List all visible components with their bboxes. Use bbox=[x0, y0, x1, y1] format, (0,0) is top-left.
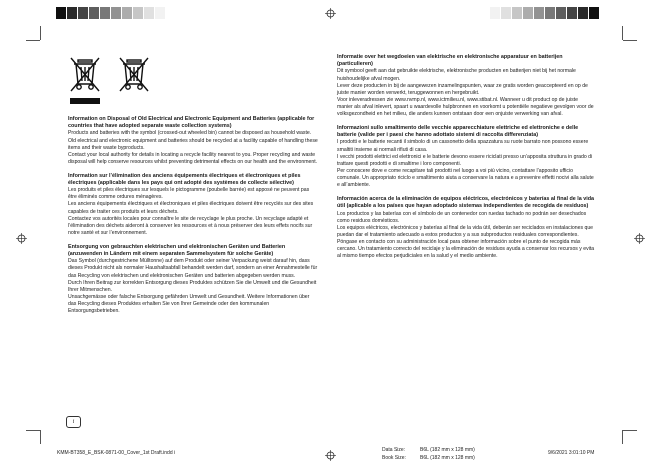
section-paragraph: Unsachgemässe oder falsche Entsorgung gefährden Umwelt und Gesundheit. Weitere Informationen über das Recycling dieses Produktes erhalten Sie von Ihrer Gemeinde oder den kommunalen Entsorgungsbetrieben. bbox=[68, 293, 310, 314]
disposal-section-french bbox=[68, 173, 318, 237]
color-swatch bbox=[567, 7, 577, 19]
color-registration-bar-right bbox=[490, 7, 600, 19]
section-paragraph: Les anciens équipements électriques et électroniques et piles électriques doivent être recyclés sur des sites capables de traiter ces produits et leurs déchets. bbox=[68, 201, 314, 215]
data-size-label: Data Size: bbox=[382, 447, 406, 453]
section-paragraph: Lever deze producten in bij de aangewezen inzamelingspunten, waar ze gratis worden geaccepteerd en op de juiste manier worden verwerkt, teruggewonnen en hergebruikt. bbox=[337, 82, 588, 96]
crop-mark bbox=[26, 40, 40, 41]
section-paragraph: Les produits et piles électriques sur lesquels le pictogramme (poubelle barrée) est apposé ne peuvent pas être éliminés comme ordures ménagères. bbox=[68, 187, 310, 201]
color-swatch bbox=[501, 7, 511, 19]
color-swatch bbox=[144, 7, 154, 19]
book-size-label: Book Size: bbox=[382, 455, 406, 461]
registration-target-icon bbox=[325, 450, 336, 461]
right-text-column bbox=[337, 54, 595, 267]
section-paragraph: Old electrical and electronic equipment and batteries should be recycled at a facility capable of handling these items and their waste byproducts. bbox=[68, 137, 318, 151]
color-swatch bbox=[155, 7, 165, 19]
section-heading: Information sur l’élimination des anciens équipements électriques et électroniques et piles électriques (applicable dans les pays qui ont adopté des systèmes de collecte sélective) bbox=[68, 172, 301, 187]
color-swatch bbox=[578, 7, 588, 19]
crop-mark bbox=[623, 430, 637, 431]
section-paragraph: Contactez vos autorités locales pour connaître le site de recyclage le plus proche. Un recyclage adapté et l’élimination des déchets aideront à conserver les ressources et à nous préserver des leurs effets nocifs sur notre santé et sur l’environnement. bbox=[68, 215, 313, 236]
disposal-section-german bbox=[68, 244, 318, 315]
color-swatch bbox=[100, 7, 110, 19]
section-heading: Informazioni sullo smaltimento delle vecchie apparecchiature elettriche ed elettroniche e delle batterie (valide per i paesi che hanno adottato sistemi di raccolta differenziata) bbox=[337, 125, 579, 139]
crop-mark bbox=[622, 430, 623, 444]
crossed-out-wheeled-bin-with-bar-icon bbox=[68, 54, 102, 106]
section-paragraph: Los equipos eléctricos, electrónicos y baterías al final de la vida útil, deberán ser reciclados en instalaciones que puedan dar el tratamiento adecuado a estos productos y a sus subproductos residuales correspondientes. bbox=[337, 224, 594, 238]
section-paragraph: Póngase en contacto con su administración local para obtener información sobre el punto de recogida más cercano. Un tratamiento correcto del reciclaje y la eliminación de residuos ayuda a conservar los recursos y evita al mismo tiempo efectos perjudiciales en la salud y el medio ambiente. bbox=[337, 238, 595, 260]
section-paragraph: Voor inleveradressen zie www.nvmp.nl, www.ictmilieu.nl, www.stibat.nl. Wanneer u dit product op de juiste manier als afval inlevert, spaart u waardevolle hulpbronnen en voorkomt u potentiële negatieve gevolgen voor de volksgezondheid en het milieu, die anders kunnen ontstaan door een onjuiste verwerking van afval. bbox=[337, 96, 594, 117]
crop-mark bbox=[40, 430, 41, 444]
disposal-section-dutch bbox=[337, 54, 595, 118]
section-paragraph: Los productos y las baterías con el símbolo de un contenedor con ruedas tachado no podrán ser desechados como residuos domésticos. bbox=[337, 210, 587, 224]
color-swatch bbox=[556, 7, 566, 19]
section-heading: Informatie over het wegdoeien van elektrische en elektronische apparatuur en batterijen (particulieren) bbox=[337, 54, 563, 68]
data-size-value: B6L (182 mm x 128 mm) bbox=[420, 447, 475, 453]
color-swatch bbox=[589, 7, 599, 19]
color-swatch bbox=[534, 7, 544, 19]
color-swatch bbox=[56, 7, 66, 19]
disposal-section-english bbox=[68, 116, 318, 166]
color-swatch bbox=[122, 7, 132, 19]
page-number: i bbox=[66, 416, 81, 428]
print-datetime: 9/6/2021 3:01:10 PM bbox=[548, 450, 595, 456]
color-swatch bbox=[545, 7, 555, 19]
section-paragraph: I prodotti e le batterie recanti il simbolo di un cassonetto della spazzatura su ruote barrato non possono essere smaltiti insieme ai normali rifiuti di casa. bbox=[337, 139, 589, 153]
crop-mark bbox=[40, 26, 41, 40]
color-swatch bbox=[490, 7, 500, 19]
section-heading: Information on Disposal of Old Electrical and Electronic Equipment and Batteries (applicable for countries that have adopted separate waste collection systems) bbox=[68, 116, 315, 130]
crop-mark bbox=[26, 430, 40, 431]
disposal-section-spanish bbox=[337, 196, 595, 260]
section-paragraph: Das Symbol (durchgestrichene Mülltonne) auf dem Produkt oder seiner Verpackung weist darauf hin, dass dieses Produkt nicht als normaler Haushaltsabfall behandelt werden darf, sondern an einer Annahmestelle für das Recycling von elektrischen und elektronischen Geräten und batterien abgegeben werden muss. bbox=[68, 258, 318, 279]
section-paragraph: Contact your local authority for details in locating a recycle facility nearest to you. Proper recycling and waste disposal will help conserve resources whilst preventing detrimental effects on our health and the environment. bbox=[68, 151, 318, 165]
crop-mark bbox=[623, 40, 637, 41]
section-paragraph: Durch Ihren Beitrag zur korrekten Entsorgung dieses Produktes schützen Sie die Umwelt und die Gesundheit Ihrer Mitmenschen. bbox=[68, 279, 317, 293]
section-paragraph: Per conoscere dove e come recapitare tali prodotti nel luogo a voi più vicino, contattare l’apposito ufficio comunale. Un appropriato riciclo e smaltimento aiuta a conservare la natura e a prevenire effetti nocivi alla salute e all’ambiente. bbox=[337, 167, 594, 189]
color-registration-bar-left bbox=[56, 7, 166, 19]
left-text-column bbox=[68, 116, 318, 322]
section-heading: Entsorgung von gebrauchten elektrischen und elektronischen Geräten und Batterien (anzuwenden in Ländern mit einem separaten Sammelsystem für solche Geräte) bbox=[68, 243, 286, 258]
section-heading: Información acerca de la eliminación de equipos eléctricos, electrónicos y baterías al final de la vida útil (aplicable a los países que hayan adoptado sistemas independientes de recogida de residuos) bbox=[337, 196, 595, 210]
file-slug: KMM-BT358_E_BSK-0871-00_Cover_1st Draft.indd i bbox=[57, 450, 176, 456]
color-swatch bbox=[78, 7, 88, 19]
registration-target-icon bbox=[16, 233, 27, 244]
color-swatch bbox=[89, 7, 99, 19]
color-swatch bbox=[512, 7, 522, 19]
color-swatch bbox=[523, 7, 533, 19]
color-swatch bbox=[111, 7, 121, 19]
crossed-out-wheeled-bin-icon bbox=[117, 54, 151, 96]
section-paragraph: I vecchi prodotti elettrici ed elettronici e le batterie devono essere riciclati presso un’apposita struttura in grado di trattare questi prodotti e di smaltirne i loro componenti. bbox=[337, 153, 593, 167]
section-paragraph: Dit symbool geeft aan dat gebruikte elektrische, elektronische producten en batterijen niet bij het normale huishoudelijke afval mogen. bbox=[337, 68, 576, 82]
crop-mark bbox=[622, 26, 623, 40]
book-size-value: B6L (182 mm x 128 mm) bbox=[420, 455, 475, 461]
registration-target-icon bbox=[325, 8, 336, 19]
disposal-section-italian bbox=[337, 125, 595, 189]
registration-target-icon bbox=[634, 233, 645, 244]
section-paragraph: Products and batteries with the symbol (crossed-out wheeled bin) cannot be disposed as household waste. bbox=[68, 130, 312, 137]
color-swatch bbox=[67, 7, 77, 19]
color-swatch bbox=[133, 7, 143, 19]
